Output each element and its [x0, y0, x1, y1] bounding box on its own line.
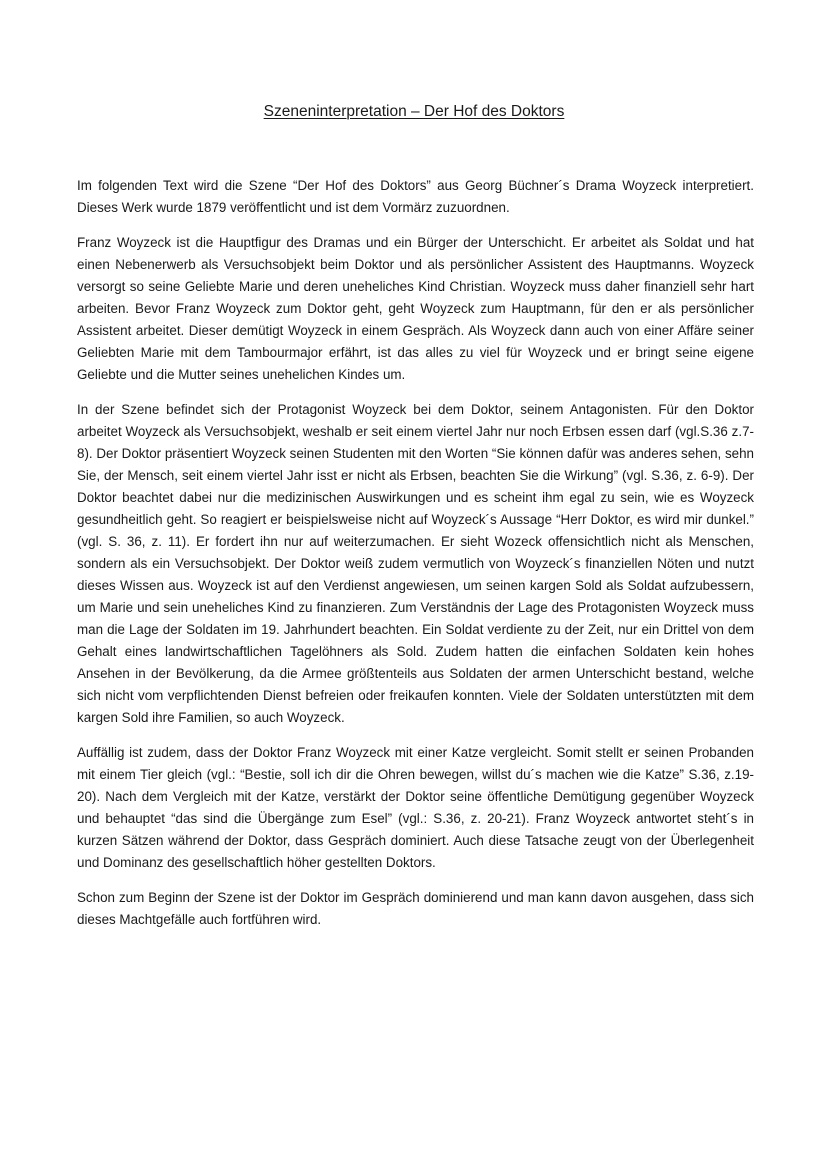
paragraph-context: Franz Woyzeck ist die Hauptfigur des Dramas und ein Bürger der Unterschicht. Er arbeitet als Soldat und hat einen Nebenerwerb als Versuchsobjekt beim Doktor und als persönlicher Assistent des Hauptmanns. Woyzeck versorgt so seine Geliebte Marie und deren uneheliches Kind Christian. Woyzeck muss daher finanziell sehr hart arbeiten. Bevor Franz Woyzeck zum Doktor geht, geht Woyzeck zum Hauptmann, für den er als persönlicher Assistent arbeitet. Dieser demütigt Woyzeck in einem Gespräch. Als Woyzeck dann auch von einer Affäre seiner Geliebten Marie mit dem Tambourmajor erfährt, ist das alles zu viel für Woyzeck und er bringt seine eigene Geliebte und die Mutter seines unehelichen Kindes um.	[77, 235, 754, 382]
paragraph-conclusion: Schon zum Beginn der Szene ist der Doktor im Gespräch dominierend und man kann davon ausgehen, dass sich dieses Machtgefälle auch fortführen wird.	[77, 890, 754, 927]
document-title: Szeneninterpretation – Der Hof des Doktors	[263, 103, 565, 120]
paragraph-introduction: Im folgenden Text wird die Szene “Der Hof des Doktors” aus Georg Büchner´s Drama Woyzeck interpretiert. Dieses Werk wurde 1879 veröffentlicht und ist dem Vormärz zuzuordnen.	[77, 178, 754, 215]
paragraph-cat-comparison: Auffällig ist zudem, dass der Doktor Franz Woyzeck mit einer Katze vergleicht. Somit stellt er seinen Probanden mit einem Tier gleich (vgl.: “Bestie, soll ich dir die Ohren bewegen, willst du´s machen wie die Katze” S.36, z.19-20). Nach dem Vergleich mit der Katze, verstärkt der Doktor seine öffentliche Demütigung gegenüber Woyzeck und behauptet “das sind die Übergänge zum Esel” (vgl.: S.36, z. 20-21). Franz Woyzeck antwortet steht´s in kurzen Sätzen während der Doktor, dass Gespräch dominiert. Auch diese Tatsache zeugt von der Überlegenheit und Dominanz des gesellschaftlich höher gestellten Doktors.	[77, 745, 754, 870]
document-body	[77, 175, 754, 944]
paragraph-scene-analysis: In der Szene befindet sich der Protagonist Woyzeck bei dem Doktor, seinem Antagonisten. Für den Doktor arbeitet Woyzeck als Versuchsobjekt, weshalb er seit einem viertel Jahr nur noch Erbsen essen darf (vgl.S.36 z.7-8). Der Doktor präsentiert Woyzeck seinen Studenten mit den Worten “Sie können dafür was anderes sehen, sehn Sie, der Mensch, seit einem viertel Jahr isst er nicht als Erbsen, beachten Sie die Wirkung” (vgl. S.36, z. 6-9). Der Doktor beachtet dabei nur die medizinischen Auswirkungen und es scheint ihm egal zu sein, wie es Woyzeck gesundheitlich geht. So reagiert er beispielsweise nicht auf Woyzeck´s Aussage “Herr Doktor, es wird mir dunkel.” (vgl. S. 36, z. 11). Er fordert ihn nur auf weiterzumachen. Er sieht Wozeck offensichtlich nicht als Menschen, sondern als ein Versuchsobjekt. Der Doktor weiß zudem vermutlich von Woyzeck´s finanziellen Nöten und nutzt dieses Wissen aus. Woyzeck ist auf den Verdienst angewiesen, um seinen kargen Sold als Soldat aufzubessern, um Marie und sein uneheliches Kind zu finanzieren. Zum Verständnis der Lage des Protagonisten Woyzeck muss man die Lage der Soldaten im 19. Jahrhundert beachten. Ein Soldat verdiente zu der Zeit, nur ein Drittel von dem Gehalt eines landwirtschaftlichen Tagelöhners als Sold. Zudem hatten die einfachen Soldaten kein hohes Ansehen in der Bevölkerung, da die Armee größtenteils aus Soldaten der armen Unterschicht bestand, welche sich nicht vom verpflichtenden Dienst befreien oder freikaufen konnten. Viele der Soldaten unterstützten mit dem kargen Sold ihre Familien, so auch Woyzeck.	[77, 402, 754, 725]
